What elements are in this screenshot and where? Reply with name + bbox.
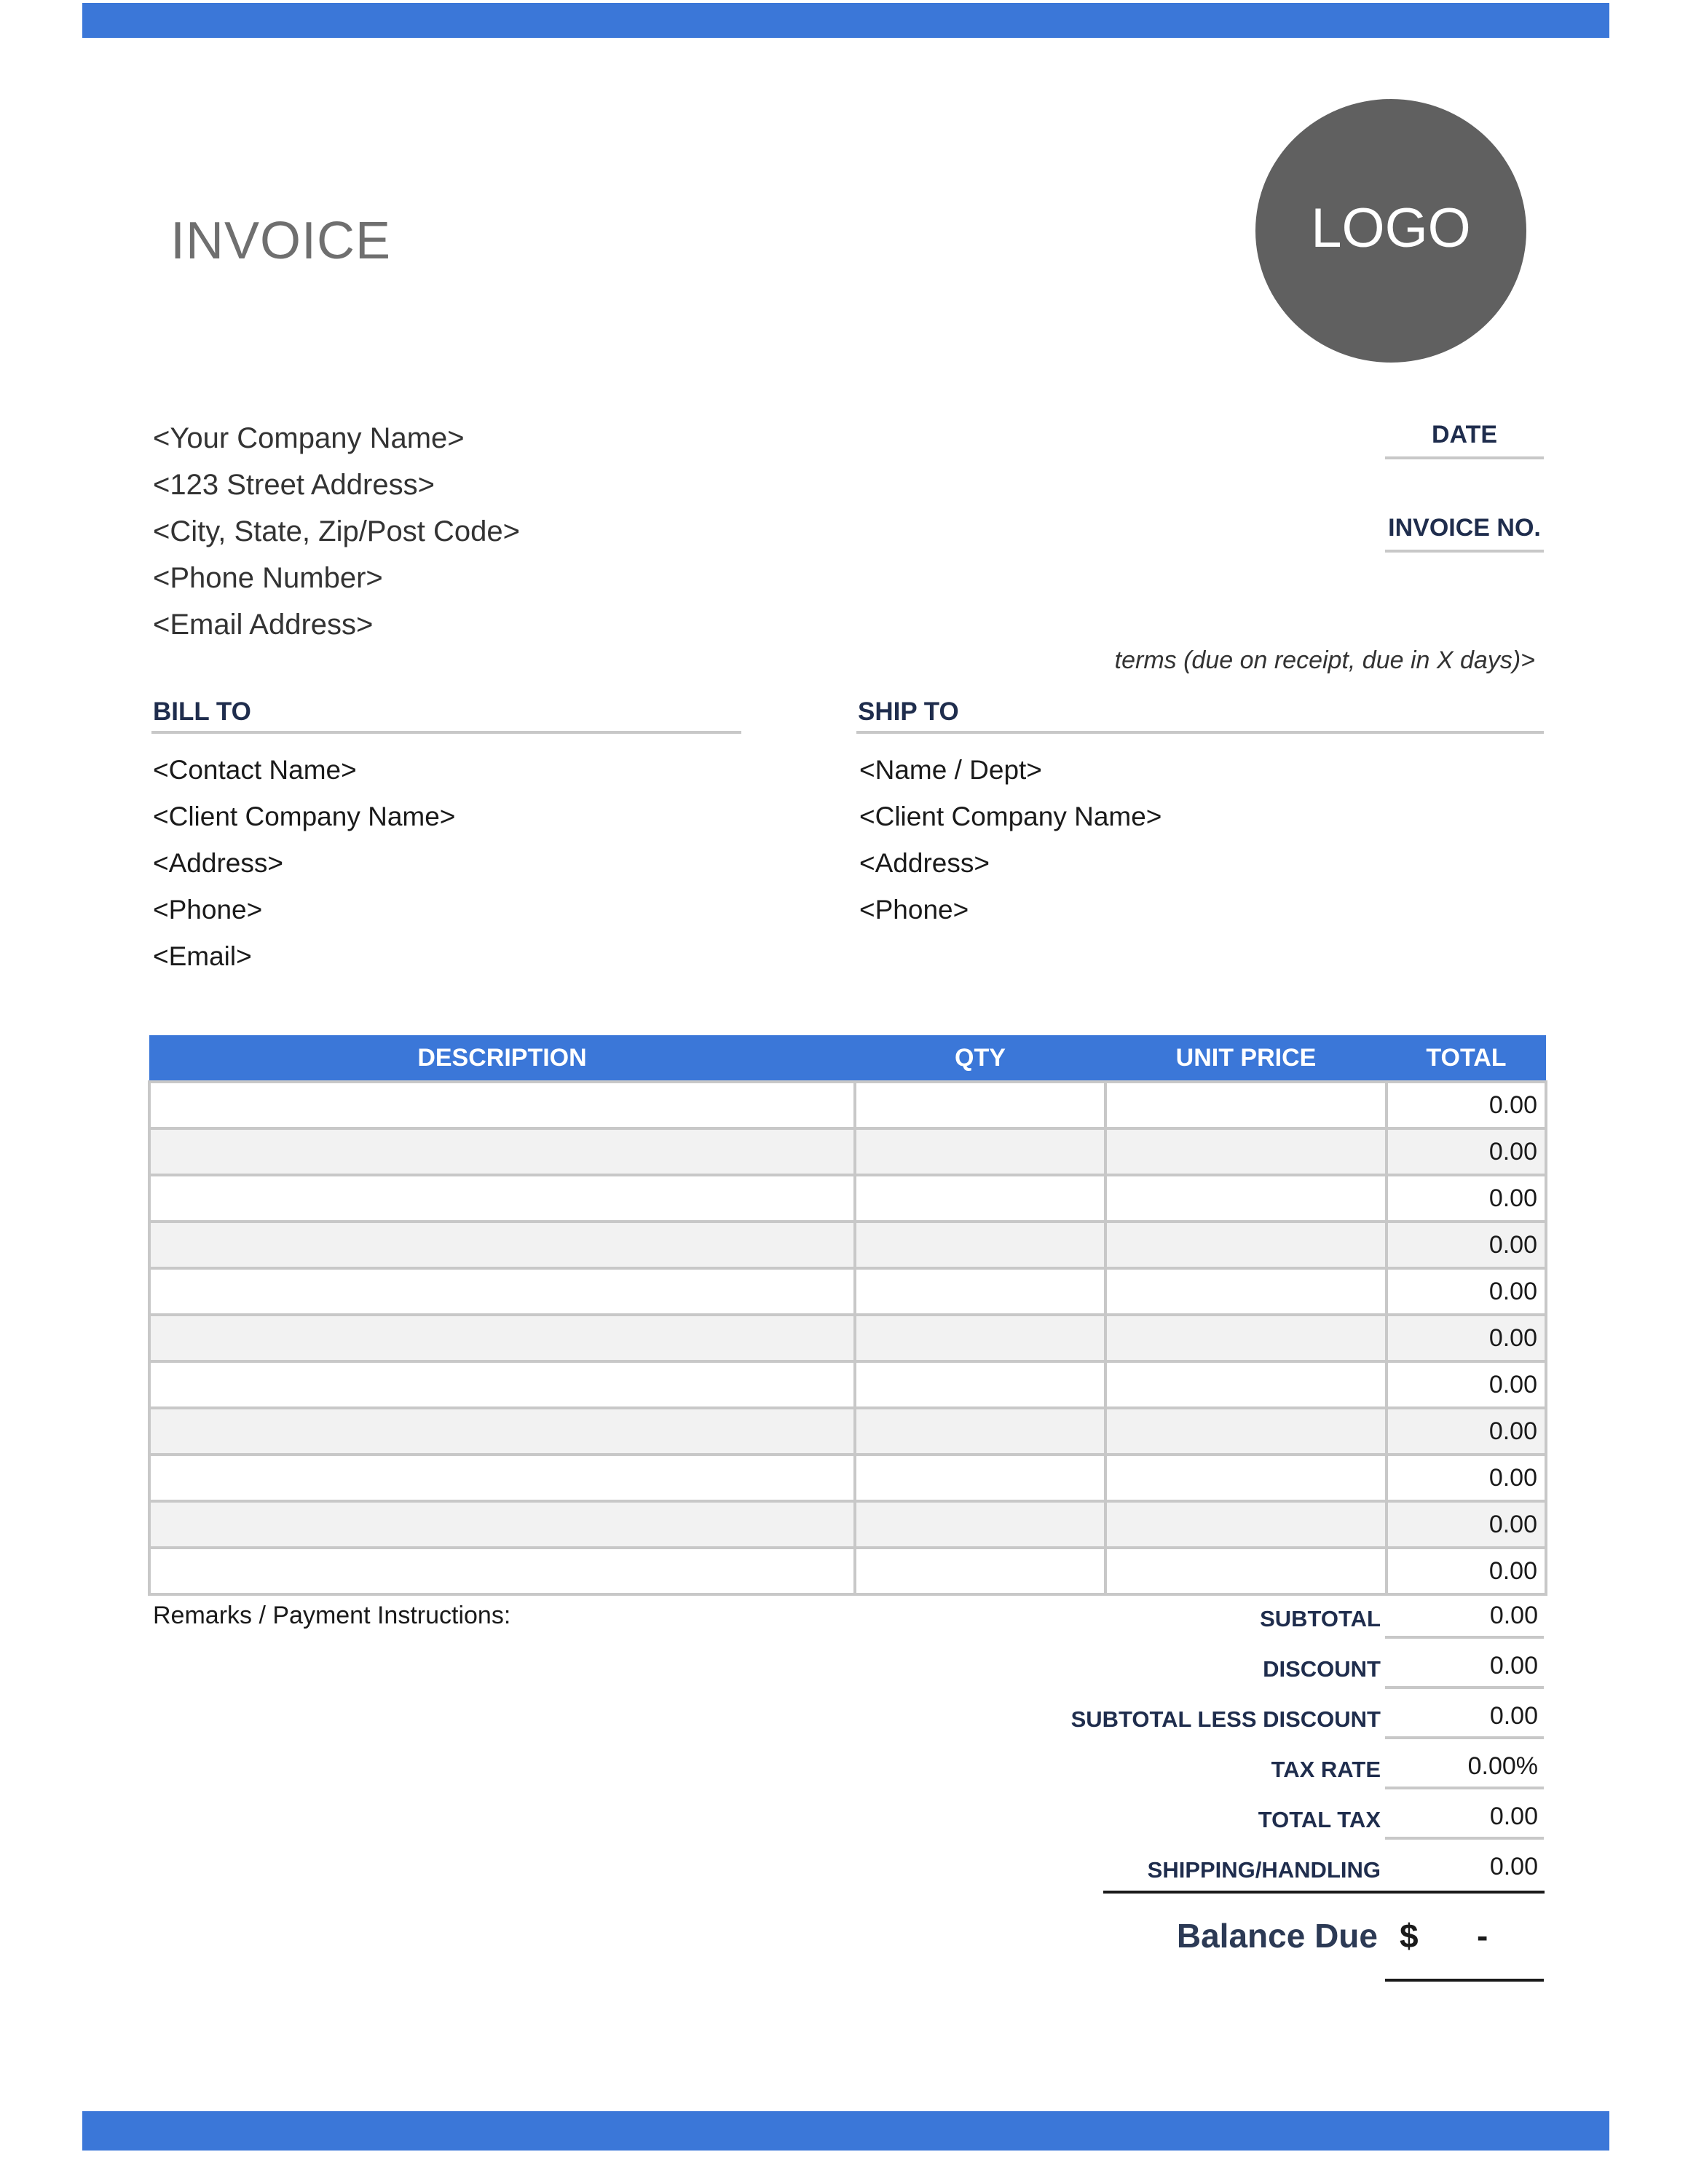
cell-unit-price[interactable] bbox=[1105, 1455, 1387, 1501]
ship-to-line[interactable]: <Phone> bbox=[859, 895, 969, 925]
line-items-body bbox=[149, 1082, 1546, 1594]
terms-text[interactable]: terms (due on receipt, due in X days)> bbox=[1114, 646, 1535, 674]
cell-total: 0.00 bbox=[1387, 1082, 1546, 1128]
cell-description[interactable] bbox=[149, 1268, 855, 1315]
cell-qty[interactable] bbox=[855, 1268, 1105, 1315]
discount-label: DISCOUNT bbox=[1263, 1656, 1381, 1682]
cell-qty[interactable] bbox=[855, 1128, 1105, 1175]
cell-qty[interactable] bbox=[855, 1548, 1105, 1594]
cell-total: 0.00 bbox=[1387, 1455, 1546, 1501]
column-header-total: TOTAL bbox=[1387, 1035, 1546, 1082]
column-header-unit-price: UNIT PRICE bbox=[1105, 1035, 1387, 1082]
table-row bbox=[149, 1408, 1546, 1455]
date-label: DATE bbox=[1385, 421, 1544, 459]
ship-to-line[interactable]: <Address> bbox=[859, 848, 990, 878]
total-tax-label: TOTAL TAX bbox=[1258, 1807, 1381, 1832]
cell-unit-price[interactable] bbox=[1105, 1268, 1387, 1315]
logo: LOGO bbox=[1255, 99, 1526, 363]
ship-to-heading: SHIP TO bbox=[856, 697, 1544, 734]
cell-description[interactable] bbox=[149, 1455, 855, 1501]
bill-to-line[interactable]: <Client Company Name> bbox=[153, 802, 456, 831]
company-street[interactable]: <123 Street Address> bbox=[153, 469, 435, 501]
cell-description[interactable] bbox=[149, 1408, 855, 1455]
cell-description[interactable] bbox=[149, 1175, 855, 1222]
cell-unit-price[interactable] bbox=[1105, 1408, 1387, 1455]
subtotal-less-discount-value: 0.00 bbox=[1385, 1702, 1544, 1739]
table-row bbox=[149, 1082, 1546, 1128]
company-phone[interactable]: <Phone Number> bbox=[153, 562, 383, 594]
cell-qty[interactable] bbox=[855, 1501, 1105, 1548]
bill-to-heading: BILL TO bbox=[151, 697, 741, 734]
subtotal-value: 0.00 bbox=[1385, 1602, 1544, 1639]
cell-total: 0.00 bbox=[1387, 1268, 1546, 1315]
cell-unit-price[interactable] bbox=[1105, 1175, 1387, 1222]
company-name[interactable]: <Your Company Name> bbox=[153, 422, 465, 454]
bottom-accent-bar bbox=[82, 2111, 1609, 2151]
balance-due-label: Balance Due bbox=[1176, 1917, 1378, 1955]
bill-to-line[interactable]: <Phone> bbox=[153, 895, 263, 925]
tax-rate-value[interactable]: 0.00% bbox=[1385, 1752, 1544, 1789]
ship-to-line[interactable]: <Client Company Name> bbox=[859, 802, 1162, 831]
total-tax-value: 0.00 bbox=[1385, 1803, 1544, 1840]
cell-qty[interactable] bbox=[855, 1315, 1105, 1361]
tax-rate-label: TAX RATE bbox=[1271, 1757, 1381, 1782]
cell-description[interactable] bbox=[149, 1082, 855, 1128]
cell-qty[interactable] bbox=[855, 1361, 1105, 1408]
table-row bbox=[149, 1548, 1546, 1594]
balance-due-value: - bbox=[1477, 1917, 1488, 1955]
cell-qty[interactable] bbox=[855, 1455, 1105, 1501]
bill-to-line[interactable]: <Address> bbox=[153, 848, 283, 878]
balance-currency: $ bbox=[1400, 1917, 1419, 1955]
table-row bbox=[149, 1455, 1546, 1501]
subtotal-label: SUBTOTAL bbox=[1260, 1606, 1381, 1631]
discount-value[interactable]: 0.00 bbox=[1385, 1652, 1544, 1689]
line-items-table bbox=[148, 1035, 1547, 1596]
column-header-qty: QTY bbox=[855, 1035, 1105, 1082]
table-row bbox=[149, 1128, 1546, 1175]
cell-unit-price[interactable] bbox=[1105, 1501, 1387, 1548]
cell-total: 0.00 bbox=[1387, 1548, 1546, 1594]
table-row bbox=[149, 1268, 1546, 1315]
company-email[interactable]: <Email Address> bbox=[153, 609, 374, 641]
table-row bbox=[149, 1175, 1546, 1222]
company-city[interactable]: <City, State, Zip/Post Code> bbox=[153, 515, 520, 547]
summary-divider bbox=[1103, 1891, 1545, 1894]
bill-to-line[interactable]: <Contact Name> bbox=[153, 755, 357, 785]
table-row bbox=[149, 1501, 1546, 1548]
cell-total: 0.00 bbox=[1387, 1315, 1546, 1361]
cell-description[interactable] bbox=[149, 1222, 855, 1268]
cell-total: 0.00 bbox=[1387, 1361, 1546, 1408]
cell-description[interactable] bbox=[149, 1501, 855, 1548]
cell-unit-price[interactable] bbox=[1105, 1082, 1387, 1128]
cell-total: 0.00 bbox=[1387, 1408, 1546, 1455]
remarks-label: Remarks / Payment Instructions: bbox=[153, 1602, 511, 1629]
column-header-description: DESCRIPTION bbox=[149, 1035, 855, 1082]
cell-description[interactable] bbox=[149, 1315, 855, 1361]
cell-unit-price[interactable] bbox=[1105, 1548, 1387, 1594]
table-row bbox=[149, 1315, 1546, 1361]
ship-to-block bbox=[859, 747, 1162, 933]
bill-to-block bbox=[153, 747, 455, 980]
invoice-title: INVOICE bbox=[170, 212, 392, 270]
cell-total: 0.00 bbox=[1387, 1175, 1546, 1222]
cell-description[interactable] bbox=[149, 1128, 855, 1175]
subtotal-less-discount-label: SUBTOTAL LESS DISCOUNT bbox=[1070, 1706, 1381, 1732]
company-info bbox=[153, 415, 520, 648]
shipping-value[interactable]: 0.00 bbox=[1489, 1853, 1538, 1880]
table-header-row bbox=[149, 1035, 1546, 1082]
balance-underline bbox=[1385, 1979, 1544, 1982]
cell-qty[interactable] bbox=[855, 1082, 1105, 1128]
table-row bbox=[149, 1222, 1546, 1268]
cell-unit-price[interactable] bbox=[1105, 1361, 1387, 1408]
cell-total: 0.00 bbox=[1387, 1501, 1546, 1548]
cell-unit-price[interactable] bbox=[1105, 1128, 1387, 1175]
cell-qty[interactable] bbox=[855, 1222, 1105, 1268]
ship-to-line[interactable]: <Name / Dept> bbox=[859, 755, 1042, 785]
table-row bbox=[149, 1361, 1546, 1408]
cell-total: 0.00 bbox=[1387, 1128, 1546, 1175]
cell-unit-price[interactable] bbox=[1105, 1315, 1387, 1361]
top-accent-bar bbox=[82, 3, 1609, 38]
cell-qty[interactable] bbox=[855, 1175, 1105, 1222]
cell-unit-price[interactable] bbox=[1105, 1222, 1387, 1268]
cell-description[interactable] bbox=[149, 1548, 855, 1594]
cell-total: 0.00 bbox=[1387, 1222, 1546, 1268]
cell-qty[interactable] bbox=[855, 1408, 1105, 1455]
bill-to-line[interactable]: <Email> bbox=[153, 941, 252, 971]
cell-description[interactable] bbox=[149, 1361, 855, 1408]
shipping-label: SHIPPING/HANDLING bbox=[1147, 1857, 1381, 1883]
invoice-no-label: INVOICE NO. bbox=[1385, 514, 1544, 553]
